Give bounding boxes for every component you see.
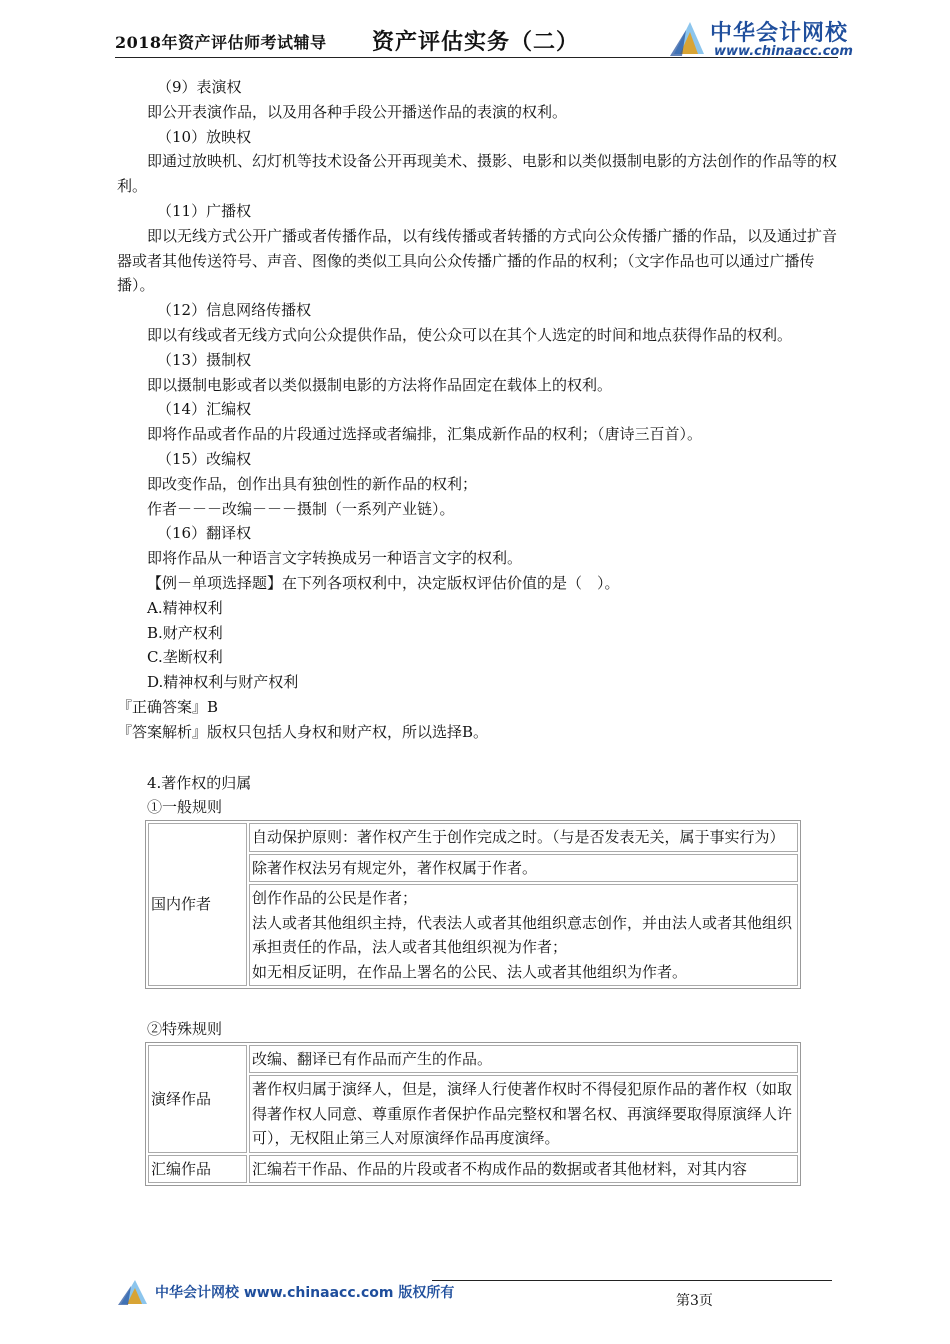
item-heading: （9）表演权 (157, 78, 242, 96)
table-cell: 著作权归属于演绎人，但是，演绎人行使著作权时不得侵犯原作品的著作权（如取得著作权人同意、尊重原作者保护作品完整权和署名权、再演绎要取得原演绎人许可），无权阻止第三人对原演绎作品再度演绎。 (249, 1075, 798, 1153)
item-heading: （10）放映权 (157, 127, 252, 146)
item-body: 即改变作品，创作出具有独创性的新作品的权利； (147, 474, 478, 493)
item-body: 即将作品或者作品的片段通过选择或者编排，汇集成新作品的权利；（唐诗三百首）。 (147, 425, 703, 444)
item-body: 即通过放映机、幻灯机等技术设备公开再现美术、摄影、电影和以类似摄制电影的方法创作的作品等的权利。 (117, 152, 838, 196)
item-body: 即以有线或者无线方式向公众提供作品，使公众可以在其个人选定的时间和地点获得作品的权利。 (147, 325, 793, 344)
example-option-d: D.精神权利与财产权利 (147, 673, 299, 692)
table-cell: 汇编若干作品、作品的片段或者不构成作品的数据或者其他材料，对其内容 (249, 1155, 798, 1184)
item-body: 即将作品从一种语言文字转换成另一种语言文字的权利。 (147, 549, 523, 568)
page-content (117, 75, 837, 1186)
item-heading: （12）信息网络传播权 (157, 301, 312, 320)
special-rule-table (145, 1042, 801, 1187)
example-question: 【例－单项选择题】在下列各项权利中，决定版权评估价值的是（ ）。 (147, 573, 620, 592)
item-extra: 作者－－－改编－－－摄制（一系列产业链）。 (147, 499, 455, 518)
footer-rule (432, 1280, 832, 1281)
table-cell: 除著作权法另有规定外，著作权属于作者。 (249, 854, 798, 883)
section-title: 4.著作权的归属 (147, 773, 252, 792)
item-body: 即以无线方式公开广播或者传播作品，以有线传播或者转播的方式向公众传播广播的作品，以及通过扩音器或者其他传送符号、声音、图像的类似工具向公众传播广播的作品的权利；（文字作品也可以通过广播传播）。 (117, 226, 838, 295)
table-cell: 自动保护原则：著作权产生于创作完成之时。（与是否发表无关，属于事实行为） (249, 823, 798, 852)
table-cell: 改编、翻译已有作品而产生的作品。 (249, 1045, 798, 1074)
item-heading: （16）翻译权 (157, 524, 252, 543)
table-label-domestic-author: 国内作者 (148, 823, 247, 986)
example-option-b: B.财产权利 (147, 623, 223, 642)
triangle-logo-icon (668, 14, 708, 58)
table-label-compilation-work: 汇编作品 (148, 1155, 247, 1184)
item-body: 即以摄制电影或者以类似摄制电影的方法将作品固定在载体上的权利。 (147, 375, 613, 394)
item-heading: （11）广播权 (157, 201, 252, 220)
footer-copyright[interactable]: 中华会计网校 www.chinaacc.com 版权所有 (155, 1285, 455, 1301)
table-label-derivative-work: 演绎作品 (148, 1045, 247, 1153)
item-body: 即公开表演作品，以及用各种手段公开播送作品的表演的权利。 (147, 102, 568, 121)
item-heading: （15）改编权 (157, 449, 252, 468)
example-analysis: 『答案解析』版权只包括人身权和财产权，所以选择B。 (117, 722, 489, 741)
item-heading: （14）汇编权 (157, 400, 252, 419)
page-footer (0, 1270, 950, 1330)
header-logo[interactable] (668, 14, 853, 60)
page-number: 第3页 (676, 1293, 713, 1309)
item-heading: （13）摄制权 (157, 350, 252, 369)
header-rule (115, 57, 838, 58)
header-course-title: 2018年资产评估师考试辅导 (115, 33, 327, 52)
example-answer: 『正确答案』B (117, 697, 219, 716)
general-rule-table (145, 820, 801, 989)
table-cell: 创作作品的公民是作者； 法人或者其他组织主持，代表法人或者其他组织意志创作，并由法人或者其他组织承担责任的作品，法人或者其他组织视为作者； 如无相反证明，在作品上署名的公民、法人或者其他组织为作者。 (249, 884, 798, 986)
special-rule-title: ②特殊规则 (147, 1020, 223, 1039)
example-option-a: A.精神权利 (147, 598, 223, 617)
general-rule-title: ①一般规则 (147, 798, 223, 817)
example-option-c: C.垄断权利 (147, 648, 223, 667)
footer-logo-icon (117, 1276, 151, 1306)
logo-url[interactable]: www.chinaacc.com (714, 44, 853, 59)
logo-brand-name: 中华会计网校 (710, 21, 849, 46)
header-book-title: 资产评估实务（二） (372, 29, 580, 55)
page-header (0, 0, 950, 64)
